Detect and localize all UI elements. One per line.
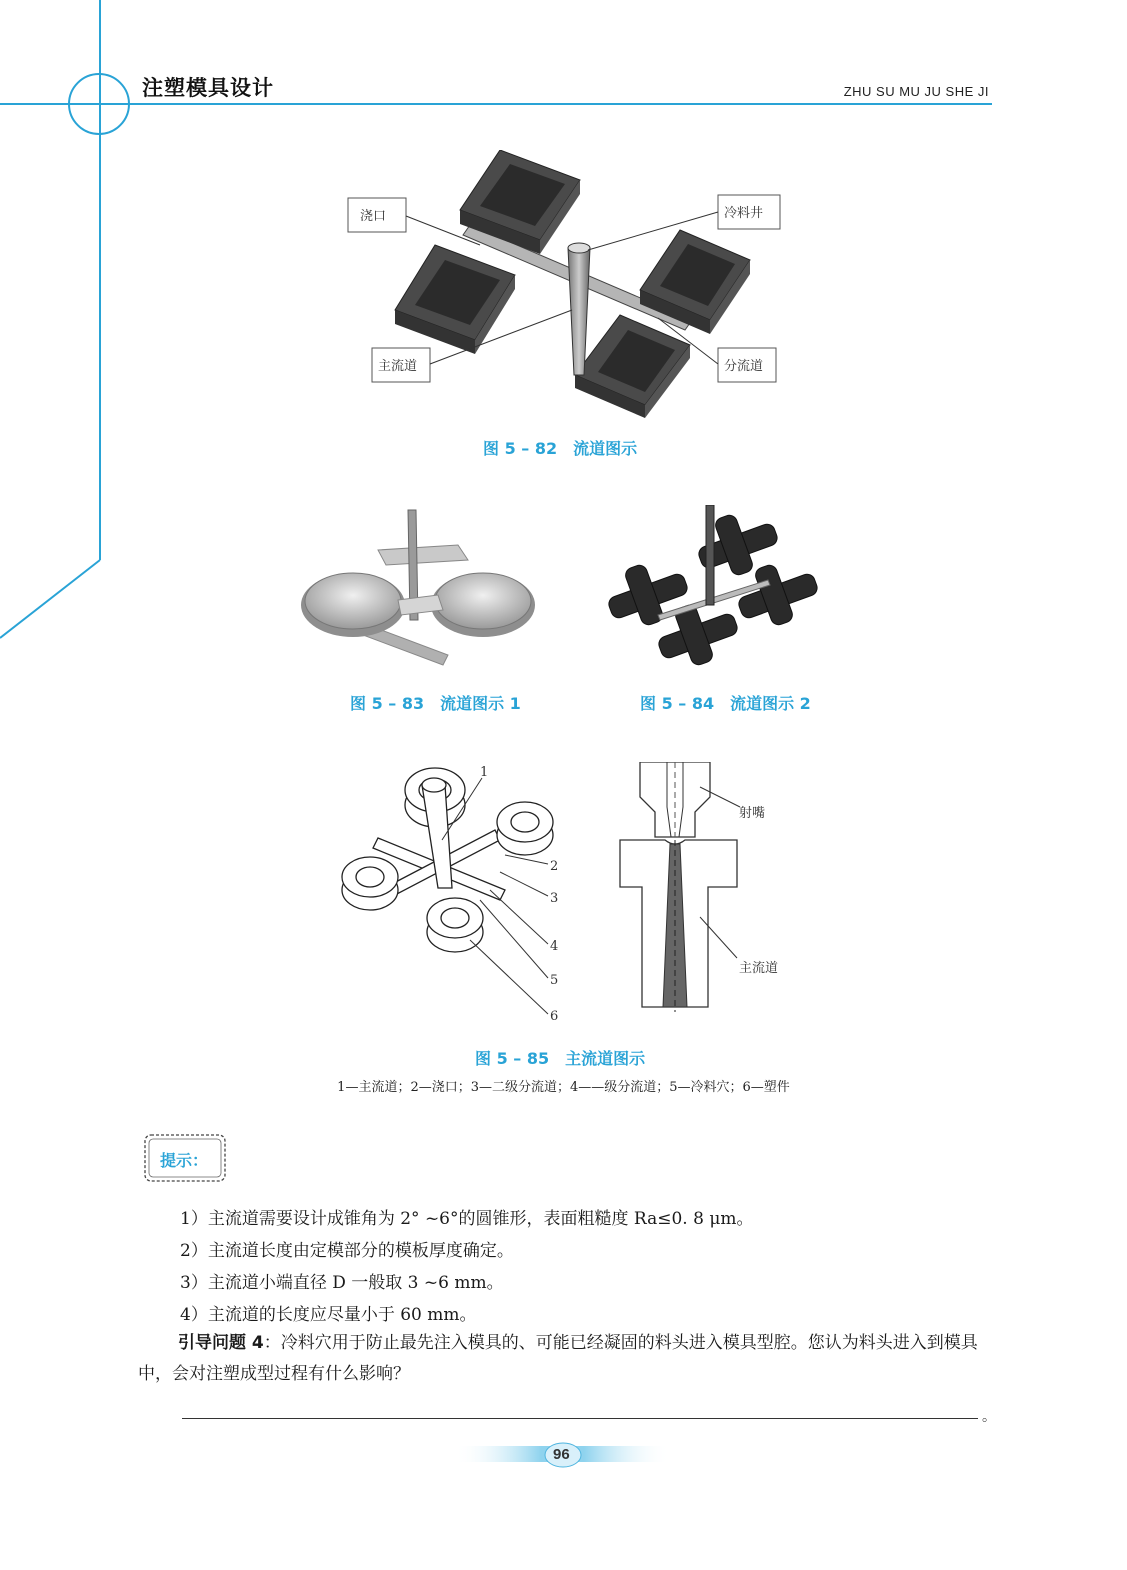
page-number: 96 bbox=[553, 1446, 570, 1463]
callout-number-3: 3 bbox=[550, 891, 559, 906]
figure-legend: 1—主流道；2—浇口；3—二级分流道；4——级分流道；5—冷料穴；6—塑件 bbox=[337, 1080, 790, 1095]
figure-5-83 bbox=[298, 505, 538, 670]
tip-item-1: 1）主流道需要设计成锥角为 2° ~6°的圆锥形，表面粗糙度 Ra≤0. 8 μm。 bbox=[180, 1209, 754, 1229]
label-sprue: 主流道 bbox=[378, 359, 418, 374]
tip-label: 提示： bbox=[160, 1151, 209, 1170]
label-gate: 浇口 bbox=[360, 209, 387, 224]
label-nozzle: 射嘴 bbox=[739, 806, 766, 821]
book-title-pinyin: ZHU SU MU JU SHE JI bbox=[843, 84, 989, 99]
caption-fig-5-82: 图 5 – 82 流道图示 bbox=[483, 439, 638, 458]
label-runner: 分流道 bbox=[724, 359, 764, 374]
tip-item-2: 2）主流道长度由定模部分的模板厚度确定。 bbox=[180, 1241, 514, 1261]
callout-number-1: 1 bbox=[480, 765, 489, 780]
cavity-box-left bbox=[395, 245, 515, 354]
callout-number-6: 6 bbox=[550, 1009, 559, 1024]
guide-question bbox=[138, 1328, 1000, 1390]
figure-5-85-left bbox=[330, 760, 570, 1030]
callout-number-2: 2 bbox=[550, 859, 559, 874]
figure-5-84 bbox=[598, 505, 828, 670]
tip-item-3: 3）主流道小端直径 D 一般取 3 ~6 mm。 bbox=[180, 1273, 504, 1293]
guide-question-text: ：冷料穴用于防止最先注入模具的、可能已经凝固的料头进入模具型腔。您认为料头进入到模具中，会对注塑成型过程有什么影响？ bbox=[138, 1333, 978, 1384]
label-sprue-section: 主流道 bbox=[739, 961, 779, 976]
book-title: 注塑模具设计 bbox=[142, 76, 274, 100]
figure-5-82 bbox=[340, 150, 790, 420]
cavity-box-bottom bbox=[575, 315, 690, 418]
answer-line[interactable] bbox=[182, 1418, 978, 1419]
cavity-box-right bbox=[640, 230, 750, 334]
caption-fig-5-83: 图 5 – 83 流道图示 1 bbox=[350, 694, 521, 713]
callout-number-5: 5 bbox=[550, 973, 559, 988]
tip-item-4: 4）主流道的长度应尽量小于 60 mm。 bbox=[180, 1305, 477, 1325]
guide-question-lead: 引导问题 4 bbox=[178, 1333, 264, 1353]
label-cold-well: 冷料井 bbox=[724, 206, 764, 221]
answer-line-end: 。 bbox=[982, 1409, 996, 1425]
caption-fig-5-84: 图 5 – 84 流道图示 2 bbox=[640, 694, 811, 713]
figure-5-85-right bbox=[615, 762, 815, 1022]
caption-fig-5-85: 图 5 – 85 主流道图示 bbox=[475, 1049, 646, 1068]
callout-number-4: 4 bbox=[550, 939, 559, 954]
